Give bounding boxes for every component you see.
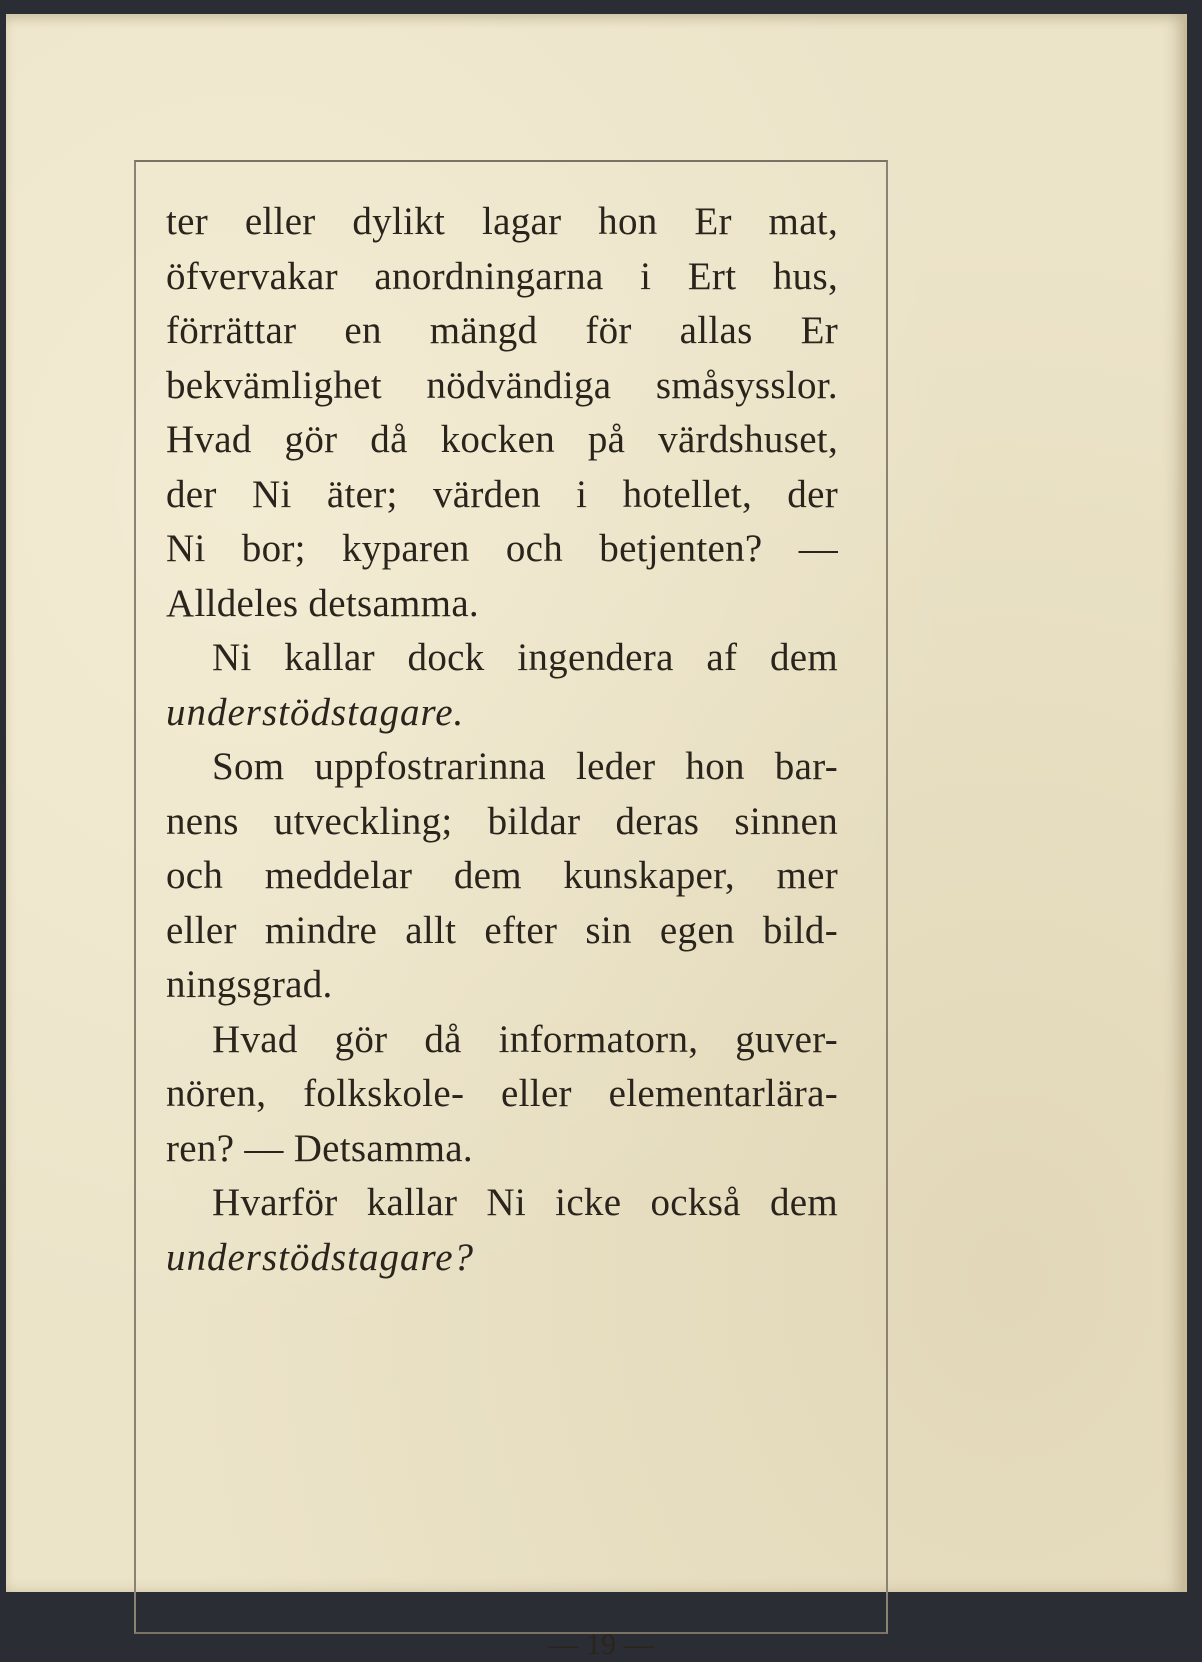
text-line: och meddelar dem kunskaper, mer	[166, 854, 838, 897]
text-line: Ni kallar dock ingendera af dem	[212, 636, 838, 679]
text-line: öfvervakar anordningarna i Ert hus,	[166, 254, 838, 298]
text-line: nens utveckling; bildar deras sinnen	[166, 799, 838, 843]
body-text	[166, 195, 838, 1285]
text-line: Hvarför kallar Ni icke också dem	[212, 1181, 838, 1224]
text-line: Alldeles detsamma.	[166, 581, 479, 625]
text-line: Hvad gör då informatorn, guver-	[212, 1017, 838, 1061]
text-line: Som uppfostrarinna leder hon bar-	[212, 745, 838, 788]
text-line: ren? — Detsamma.	[166, 1126, 473, 1170]
text-line-italic: understödstagare.	[166, 690, 465, 734]
text-line-italic: understödstagare?	[166, 1235, 475, 1279]
page-number: — 19 —	[548, 1628, 654, 1661]
text-line: Hvad gör då kocken på värdshuset,	[166, 418, 838, 461]
text-line: eller mindre allt efter sin egen bild-	[166, 908, 838, 952]
text-line: förrättar en mängd för allas Er	[166, 309, 838, 352]
text-line: ter eller dylikt lagar hon Er mat,	[166, 200, 838, 243]
text-line: bekvämlighet nödvändiga småsysslor.	[166, 363, 838, 407]
text-line: nören, folkskole- eller elementarlära-	[166, 1072, 838, 1115]
text-line: der Ni äter; värden i hotellet, der	[166, 472, 838, 516]
text-line: ningsgrad.	[166, 963, 333, 1006]
text-line: Ni bor; kyparen och betjenten? —	[166, 527, 838, 570]
